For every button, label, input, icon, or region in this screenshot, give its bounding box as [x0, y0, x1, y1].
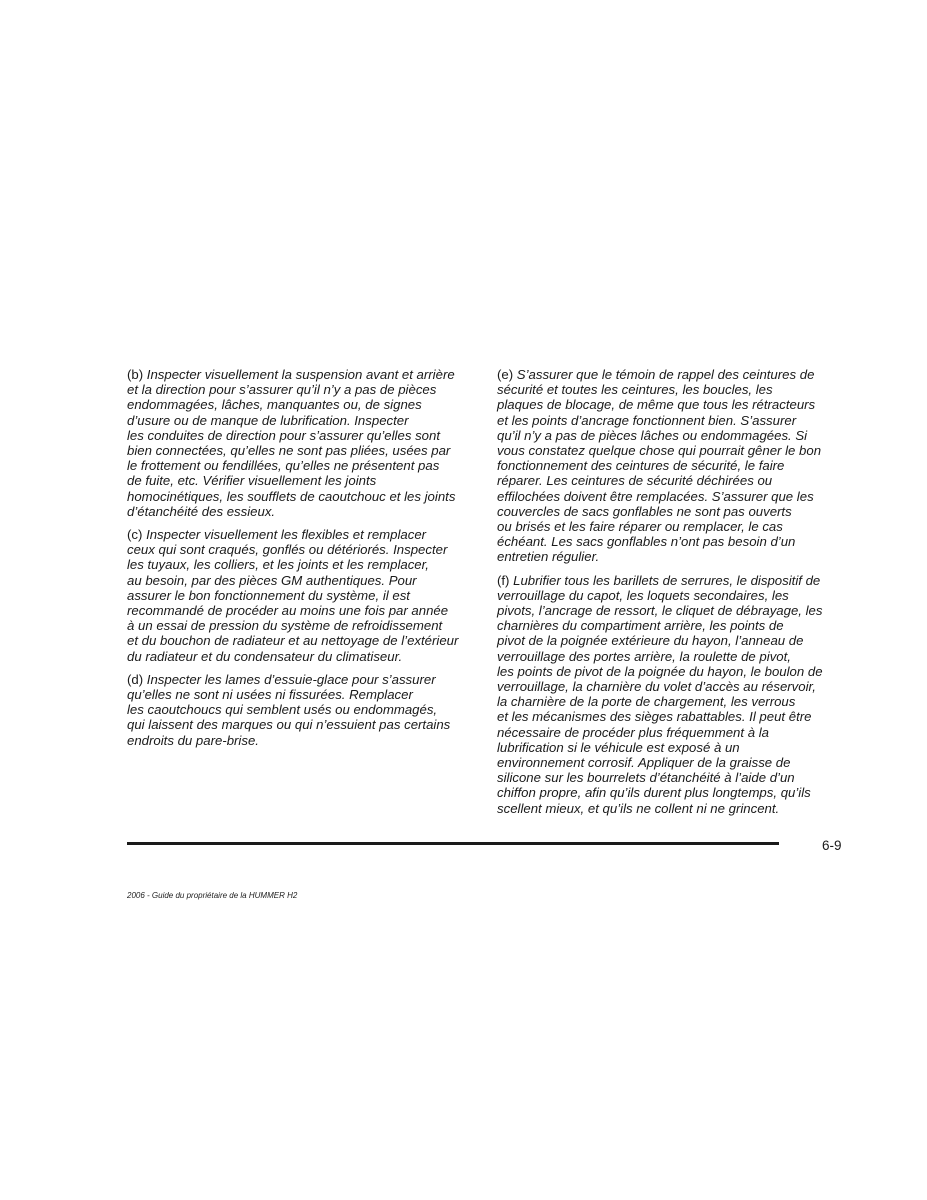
text-line: charnières du compartiment arrière, les points de [497, 618, 784, 634]
footer-rule [127, 842, 779, 845]
text-line: entretien régulier. [497, 549, 600, 565]
text-line: qui laissent des marques ou qui n’essuient pas certains [127, 717, 451, 733]
text-line: fonctionnement des ceintures de sécurité, le faire [497, 458, 785, 474]
text-line: environnement corrosif. Appliquer de la graisse de [497, 755, 791, 771]
text-line: les points de pivot de la poignée du hayon, le boulon de [497, 663, 823, 679]
text-line: pivot de la poignée extérieure du hayon, l’anneau de [497, 633, 804, 649]
text-line: recommandé de procéder au moins une fois par année [127, 603, 449, 619]
text-line: et les mécanismes des sièges rabattables. Il peut être [497, 709, 812, 725]
text-line: au besoin, par des pièces GM authentiques. Pour [127, 572, 417, 588]
text-line: les tuyaux, les colliers, et les joints et les remplacer, [127, 557, 429, 573]
text-line: S’assurer que le témoin de rappel des ceintures de [516, 367, 815, 382]
text-line: et du bouchon de radiateur et au nettoyage de l’extérieur [127, 633, 459, 649]
text-line: assurer le bon fonctionnement du système, il est [127, 587, 410, 603]
paragraph-c [127, 527, 475, 664]
text-line: le frottement ou fendillées, qu’elles ne présentent pas [127, 458, 440, 474]
paragraph-e [497, 367, 845, 565]
item-label: (e) [497, 367, 514, 382]
paragraph-b [127, 367, 475, 519]
paragraph-d [127, 672, 475, 748]
text-line: Lubrifier tous les barillets de serrures, le dispositif de [513, 572, 821, 588]
text-line: qu’elles ne sont ni usées ni fissurées. Remplacer [127, 687, 413, 703]
item-label: (c) [127, 527, 143, 543]
text-line: scellent mieux, et qu’ils ne collent ni ne grincent. [497, 800, 780, 816]
text-line: ou brisés et les faire réparer ou remplacer, le cas [497, 519, 783, 535]
item-label: (f) [497, 572, 510, 588]
text-line: plaques de blocage, de même que tous les rétracteurs [497, 397, 816, 413]
item-label: (b) [127, 367, 144, 382]
text-line: Inspecter visuellement les flexibles et remplacer [146, 527, 427, 543]
text-line: endommagées, lâches, manquantes ou, de signes [127, 397, 422, 413]
text-line: les conduites de direction pour s’assurer qu’elles sont [127, 427, 441, 443]
text-line: échéant. Les sacs gonflables n’ont pas besoin d’un [497, 534, 796, 550]
right-column [497, 367, 845, 824]
text-line: d’étanchéité des essieux. [127, 503, 276, 519]
text-line: effilochées doivent être remplacées. S’assurer que les [497, 488, 814, 504]
text-line: silicone sur les bourrelets d’étanchéité à l’aide d’un [497, 770, 795, 786]
page-number: 6-9 [822, 838, 842, 853]
text-line: de fuite, etc. Vérifier visuellement les joints [127, 473, 377, 489]
text-line: et les points d’ancrage fonctionnent bien. S’assurer [497, 412, 797, 428]
text-line: verrouillage du capot, les loquets secondaires, les [497, 587, 789, 603]
item-label: (d) [127, 671, 144, 687]
text-line: ceux qui sont craqués, gonflés ou détériorés. Inspecter [127, 542, 448, 558]
left-column [127, 367, 475, 756]
text-line: verrouillage, la charnière du volet d’accès au réservoir, [497, 679, 816, 695]
text-line: lubrification si le véhicule est exposé à un [497, 739, 740, 755]
text-line: endroits du pare-brise. [127, 732, 259, 748]
text-line: pivots, l’ancrage de ressort, le cliquet de débrayage, les [497, 603, 823, 619]
text-line: homocinétiques, les soufflets de caoutchouc et les joints [127, 488, 456, 504]
footer-text: 2006 - Guide du propriétaire de la HUMMER H2 [127, 891, 298, 900]
text-line: et la direction pour s’assurer qu’il n’y a pas de pièces [127, 382, 437, 398]
text-line: du radiateur et du condensateur du climatiseur. [127, 648, 403, 664]
text-line: d’usure ou de manque de lubrification. Inspecter [127, 412, 409, 428]
text-line: couvercles de sacs gonflables ne sont pas ouverts [497, 503, 792, 519]
text-line: à un essai de pression du système de refroidissement [127, 618, 443, 634]
text-line: Inspecter visuellement la suspension avant et arrière [146, 367, 455, 382]
paragraph-f [497, 573, 845, 816]
text-line: réparer. Les ceintures de sécurité déchirées ou [497, 473, 773, 489]
text-line: nécessaire de procéder plus fréquemment à la [497, 724, 769, 740]
text-line: bien connectées, qu’elles ne sont pas pliées, usées par [127, 443, 451, 459]
text-line: les caoutchoucs qui semblent usés ou endommagés, [127, 702, 438, 718]
text-line: Inspecter les lames d’essuie-glace pour s’assurer [146, 671, 436, 687]
text-line: chiffon propre, afin qu’ils durent plus longtemps, qu’ils [497, 785, 811, 801]
text-line: sécurité et toutes les ceintures, les boucles, les [497, 382, 773, 398]
text-line: vous constatez quelque chose qui pourrait gêner le bon [497, 443, 822, 459]
text-line: verrouillage des portes arrière, la roulette de pivot, [497, 648, 791, 664]
text-line: qu’il n’y a pas de pièces lâches ou endommagées. Si [497, 427, 808, 443]
text-line: la charnière de la porte de chargement, les verrous [497, 694, 796, 710]
